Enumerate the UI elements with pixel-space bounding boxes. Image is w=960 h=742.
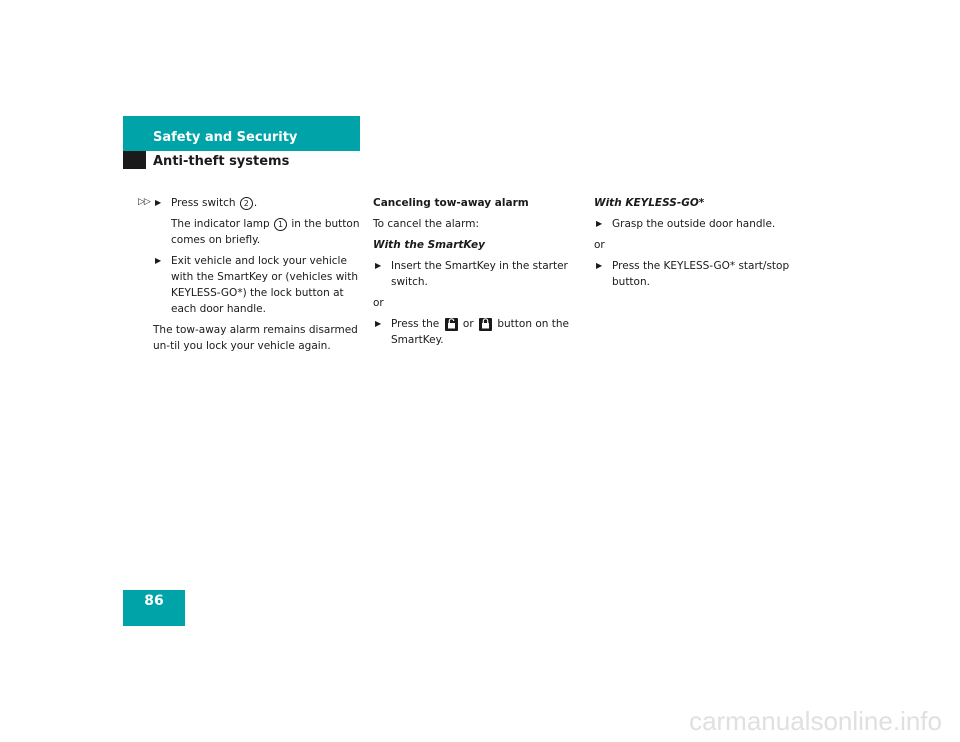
bullet-press-switch [153, 195, 361, 211]
subhead-smartkey: With the SmartKey [373, 239, 485, 251]
bullet-arrow-icon: ▶ [375, 261, 382, 270]
subsection-title: Anti-theft systems [153, 154, 290, 169]
column-1 [153, 195, 361, 359]
bullet-arrow-icon: ▶ [596, 261, 603, 270]
or-text: or [594, 239, 605, 251]
header-marker-block [123, 151, 146, 169]
bullet-text: . [253, 197, 258, 209]
continuation-marker: ▷▷ [138, 197, 150, 207]
column-3 [594, 195, 794, 295]
note-text: The indicator lamp [171, 218, 270, 230]
column-2 [373, 195, 581, 353]
bullet-press-start-stop [594, 258, 794, 290]
page-number: 86 [123, 590, 185, 626]
bullet-arrow-icon: ▶ [596, 219, 603, 228]
footer-watermark: carmanualsonline.info [689, 706, 942, 736]
intro-text: To cancel the alarm: [373, 218, 479, 230]
bullet-arrow-icon: ▶ [155, 198, 162, 207]
callout-number: 1 [274, 218, 287, 231]
heading-cancel-alarm: Canceling tow-away alarm [373, 197, 529, 209]
bullet-text: Press the [391, 318, 440, 330]
bullet-text: Grasp the outside door handle. [612, 218, 776, 230]
bullet-insert-smartkey [373, 258, 581, 290]
bullet-text: Press the KEYLESS-GO* start/stop button. [612, 260, 790, 288]
section-title: Safety and Security [153, 130, 298, 145]
indicator-lamp-note [153, 216, 361, 248]
subhead-keyless-go: With KEYLESS-GO* [594, 197, 705, 209]
bullet-arrow-icon: ▶ [375, 319, 382, 328]
unlock-key-icon [445, 318, 458, 331]
bullet-press-buttons [373, 316, 581, 348]
bullet-text: Insert the SmartKey in the starter switch. [391, 260, 568, 288]
callout-number: 2 [240, 197, 253, 210]
bullet-text: or [462, 318, 474, 330]
bullet-text: Exit vehicle and lock your vehicle with the SmartKey or (vehicles with KEYLESS-GO*) the lock button at each door handle. [171, 255, 358, 315]
bullet-arrow-icon: ▶ [155, 256, 162, 265]
bullet-text: button on the SmartKey. [391, 318, 569, 346]
or-text: or [373, 297, 384, 309]
paragraph-disarmed: The tow-away alarm remains disarmed un-til you lock your vehicle again. [153, 324, 358, 352]
bullet-text: Press switch [171, 197, 236, 209]
lock-key-icon [479, 318, 492, 331]
bullet-exit-vehicle [153, 253, 361, 317]
note-text: in the button comes on briefly. [171, 218, 360, 246]
bullet-grasp-handle [594, 216, 794, 232]
